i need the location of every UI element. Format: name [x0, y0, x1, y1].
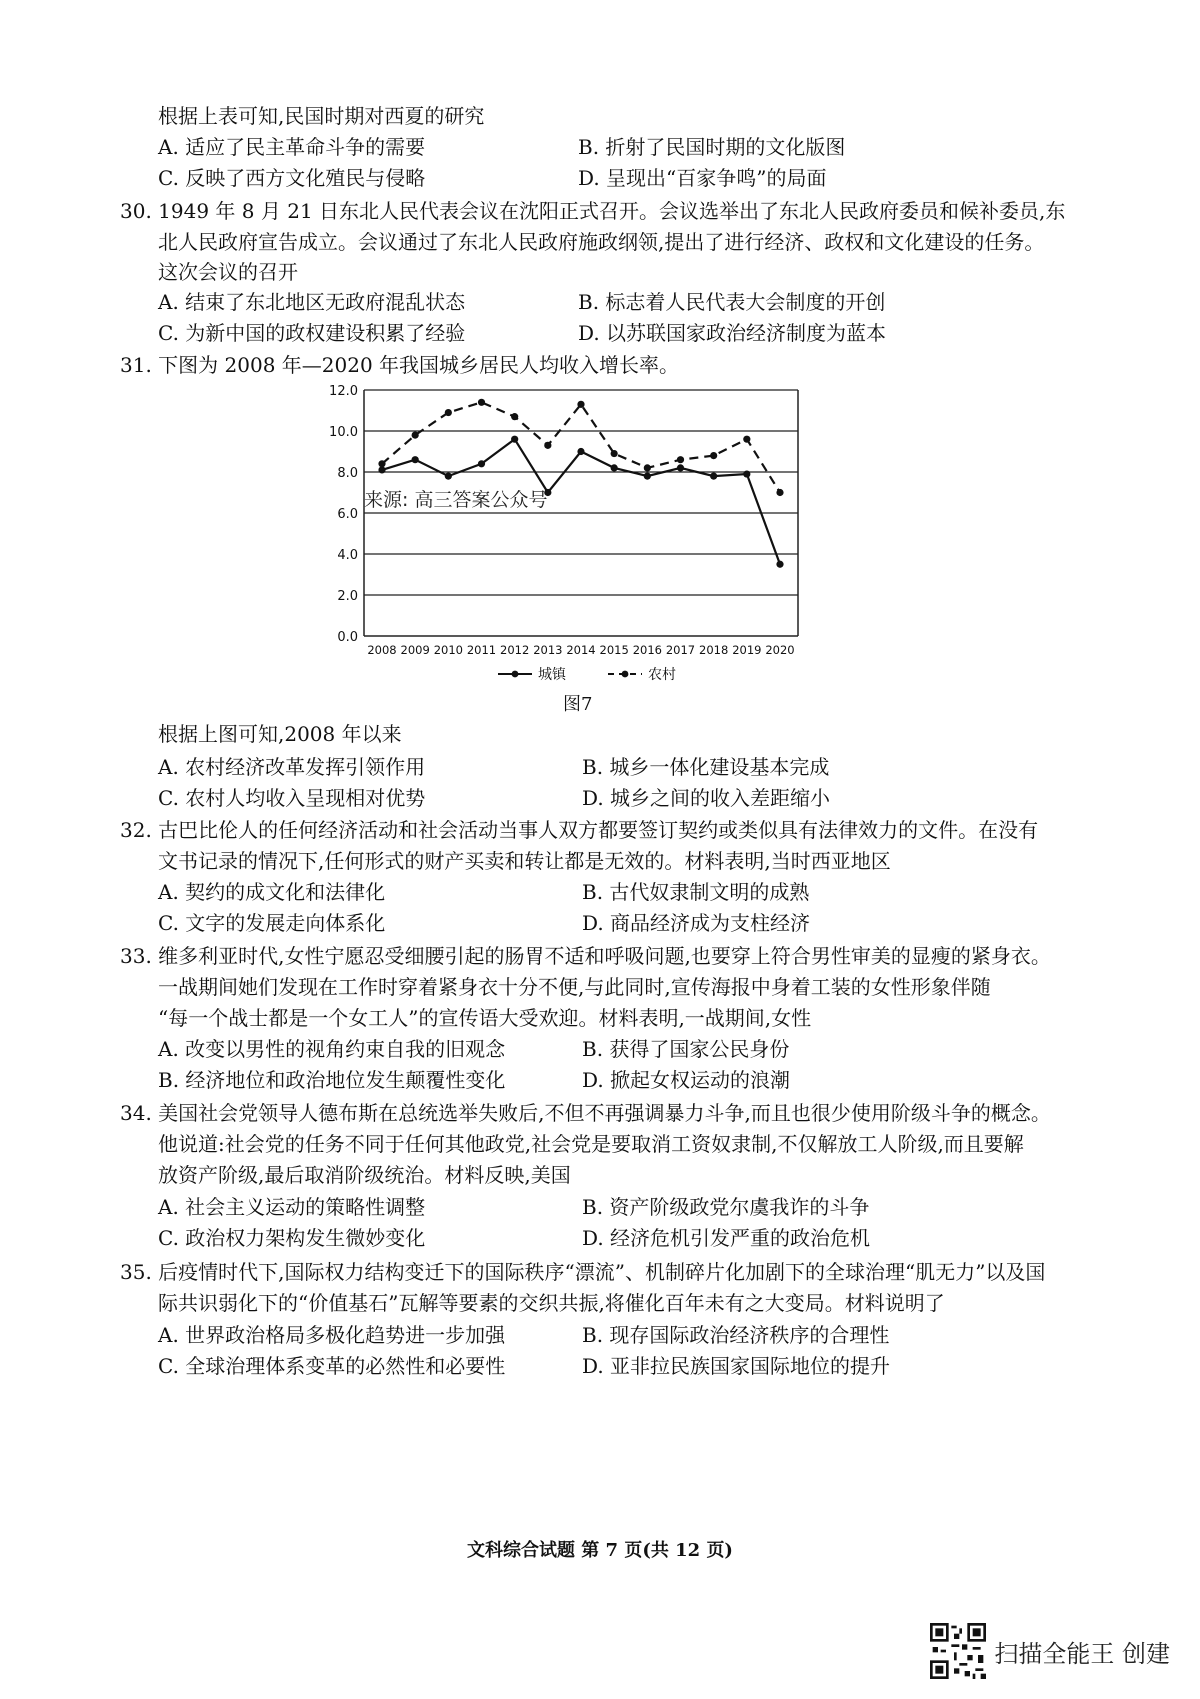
q30-line-2: 北人民政府宣告成立。会议通过了东北人民政府施政纲领,提出了进行经济、政权和文化建设的任务。 — [158, 230, 1045, 254]
x-tick-label: 2020 — [765, 643, 795, 657]
q34-option-a[interactable]: A. 社会主义运动的策略性调整 — [158, 1195, 426, 1219]
q32-option-a[interactable]: A. 契约的成文化和法律化 — [158, 880, 386, 904]
data-point — [577, 401, 584, 408]
q29-option-d[interactable]: D. 呈现出“百家争鸣”的局面 — [578, 166, 827, 190]
q35-option-c[interactable]: C. 全球治理体系变革的必然性和必要性 — [158, 1354, 506, 1378]
scanner-label: 扫描全能王 创建 — [994, 1639, 1170, 1668]
data-point — [544, 442, 551, 449]
q32-line-1: 32. 古巴比伦人的任何经济活动和社会活动当事人双方都要签订契约或类似具有法律效力的文件。在没有 — [120, 818, 1039, 842]
chart-grid — [364, 390, 798, 636]
q32-option-d[interactable]: D. 商品经济成为支柱经济 — [582, 911, 811, 935]
legend-marker — [512, 671, 519, 678]
chart-x-ticks — [367, 643, 794, 657]
x-tick-label: 2018 — [699, 643, 729, 657]
x-tick-label: 2016 — [632, 643, 662, 657]
income-growth-chart — [320, 378, 840, 688]
data-point — [511, 413, 518, 420]
q33-option-c[interactable]: B. 经济地位和政治地位发生颠覆性变化 — [158, 1068, 506, 1092]
q30-option-b[interactable]: B. 标志着人民代表大会制度的开创 — [578, 290, 886, 314]
data-point — [511, 436, 518, 443]
qr-code-icon — [930, 1623, 986, 1679]
q33-option-d[interactable]: D. 掀起女权运动的浪潮 — [582, 1068, 791, 1092]
data-point — [677, 456, 684, 463]
q30-option-a[interactable]: A. 结束了东北地区无政府混乱状态 — [158, 290, 466, 314]
data-point — [644, 464, 651, 471]
q33-line-3: “每一个战士都是一个女工人”的宣传语大受欢迎。材料表明,一战期间,女性 — [158, 1006, 812, 1030]
x-tick-label: 2015 — [599, 643, 629, 657]
q34-option-b[interactable]: B. 资产阶级政党尔虞我诈的斗争 — [582, 1195, 870, 1219]
legend-marker — [622, 671, 629, 678]
data-point — [577, 448, 584, 455]
chart-y-ticks — [329, 384, 358, 645]
legend-label: 城镇 — [538, 667, 566, 683]
x-tick-label: 2008 — [367, 643, 397, 657]
y-tick-label: 10.0 — [329, 425, 358, 440]
q29-option-b[interactable]: B. 折射了民国时期的文化版图 — [578, 135, 846, 159]
q32-option-c[interactable]: C. 文字的发展走向体系化 — [158, 911, 386, 935]
q31-stem: 根据上图可知,2008 年以来 — [158, 722, 402, 746]
data-point — [710, 473, 717, 480]
q30-line-1: 30. 1949 年 8 月 21 日东北人民代表会议在沈阳正式召开。会议选举出了东北人民政府委员和候补委员,东 — [120, 199, 1066, 223]
q34-line-1: 34. 美国社会党领导人德布斯在总统选举失败后,不但不再强调暴力斗争,而且也很少使用阶级斗争的概念。 — [120, 1101, 1051, 1125]
x-tick-label: 2010 — [433, 643, 463, 657]
q33-line-2: 一战期间她们发现在工作时穿着紧身衣十分不便,与此同时,宣传海报中身着工装的女性形象伴随 — [158, 975, 991, 999]
data-point — [743, 436, 750, 443]
q31-option-c[interactable]: C. 农村人均收入呈现相对优势 — [158, 786, 426, 810]
data-point — [445, 409, 452, 416]
q30-line-3: 这次会议的召开 — [158, 260, 298, 284]
data-point — [644, 473, 651, 480]
data-point — [378, 466, 385, 473]
q29-stem: 根据上表可知,民国时期对西夏的研究 — [158, 104, 485, 128]
x-tick-label: 2009 — [400, 643, 430, 657]
q35-line-1: 35. 后疫情时代下,国际权力结构变迁下的国际秩序“漂流”、机制碎片化加剧下的全球治理“肌无力”以及国 — [120, 1260, 1046, 1284]
q31-option-d[interactable]: D. 城乡之间的收入差距缩小 — [582, 786, 831, 810]
legend-label: 农村 — [648, 667, 676, 683]
q30-option-d[interactable]: D. 以苏联国家政治经济制度为蓝本 — [578, 321, 887, 345]
data-point — [677, 464, 684, 471]
x-tick-label: 2014 — [566, 643, 596, 657]
chart-watermark: 来源: 高三答案公众号 — [364, 489, 548, 511]
data-point — [611, 450, 618, 457]
chart-legend — [498, 666, 676, 683]
data-point — [776, 489, 783, 496]
data-point — [478, 399, 485, 406]
q31-option-a[interactable]: A. 农村经济改革发挥引领作用 — [158, 755, 426, 779]
y-tick-label: 12.0 — [329, 384, 358, 399]
scanner-badge — [930, 1623, 1170, 1679]
y-tick-label: 8.0 — [337, 466, 358, 481]
q35-option-d[interactable]: D. 亚非拉民族国家国际地位的提升 — [582, 1354, 891, 1378]
q33-option-b[interactable]: B. 获得了国家公民身份 — [582, 1037, 790, 1061]
q29-option-a[interactable]: A. 适应了民主革命斗争的需要 — [158, 135, 426, 159]
data-point — [412, 432, 419, 439]
y-tick-label: 4.0 — [337, 548, 358, 563]
q34-line-2: 他说道:社会党的任务不同于任何其他政党,社会党是要取消工资奴隶制,不仅解放工人阶级,而且要解 — [158, 1132, 1024, 1156]
x-tick-label: 2019 — [732, 643, 762, 657]
q30-option-c[interactable]: C. 为新中国的政权建设积累了经验 — [158, 321, 466, 345]
q35-line-2: 际共识弱化下的“价值基石”瓦解等要素的交织共振,将催化百年未有之大变局。材料说明了 — [158, 1291, 945, 1315]
x-tick-label: 2013 — [533, 643, 563, 657]
chart-lines — [378, 399, 783, 568]
q32-line-2: 文书记录的情况下,任何形式的财产买卖和转让都是无效的。材料表明,当时西亚地区 — [158, 849, 891, 873]
data-point — [445, 473, 452, 480]
y-tick-label: 2.0 — [337, 589, 358, 604]
x-tick-label: 2011 — [466, 643, 497, 657]
data-point — [776, 561, 783, 568]
data-point — [611, 464, 618, 471]
y-tick-label: 6.0 — [337, 507, 358, 522]
q34-option-d[interactable]: D. 经济危机引发严重的政治危机 — [582, 1226, 871, 1250]
data-point — [710, 452, 717, 459]
q31-line-1: 31. 下图为 2008 年—2020 年我国城乡居民人均收入增长率。 — [120, 353, 680, 377]
q32-option-b[interactable]: B. 古代奴隶制文明的成熟 — [582, 880, 810, 904]
q29-option-c[interactable]: C. 反映了西方文化殖民与侵略 — [158, 166, 426, 190]
q34-line-3: 放资产阶级,最后取消阶级统治。材料反映,美国 — [158, 1163, 571, 1187]
data-point — [378, 460, 385, 467]
q33-option-a[interactable]: A. 改变以男性的视角约束自我的旧观念 — [158, 1037, 506, 1061]
q33-line-1: 33. 维多利亚时代,女性宁愿忍受细腰引起的肠胃不适和呼吸问题,也要穿上符合男性审美的显瘦的紧身衣。 — [120, 944, 1051, 968]
data-point — [743, 470, 750, 477]
q34-option-c[interactable]: C. 政治权力架构发生微妙变化 — [158, 1226, 426, 1250]
series-line-1 — [382, 402, 780, 492]
data-point — [478, 460, 485, 467]
data-point — [412, 456, 419, 463]
y-tick-label: 0.0 — [337, 630, 358, 645]
q31-option-b[interactable]: B. 城乡一体化建设基本完成 — [582, 755, 830, 779]
x-tick-label: 2012 — [500, 643, 530, 657]
q35-option-a[interactable]: A. 世界政治格局多极化趋势进一步加强 — [158, 1323, 506, 1347]
figure-label: 图7 — [563, 694, 593, 715]
x-tick-label: 2017 — [665, 643, 696, 657]
q35-option-b[interactable]: B. 现存国际政治经济秩序的合理性 — [582, 1323, 890, 1347]
page-footer: 文科综合试题 第 7 页(共 12 页) — [467, 1540, 733, 1561]
